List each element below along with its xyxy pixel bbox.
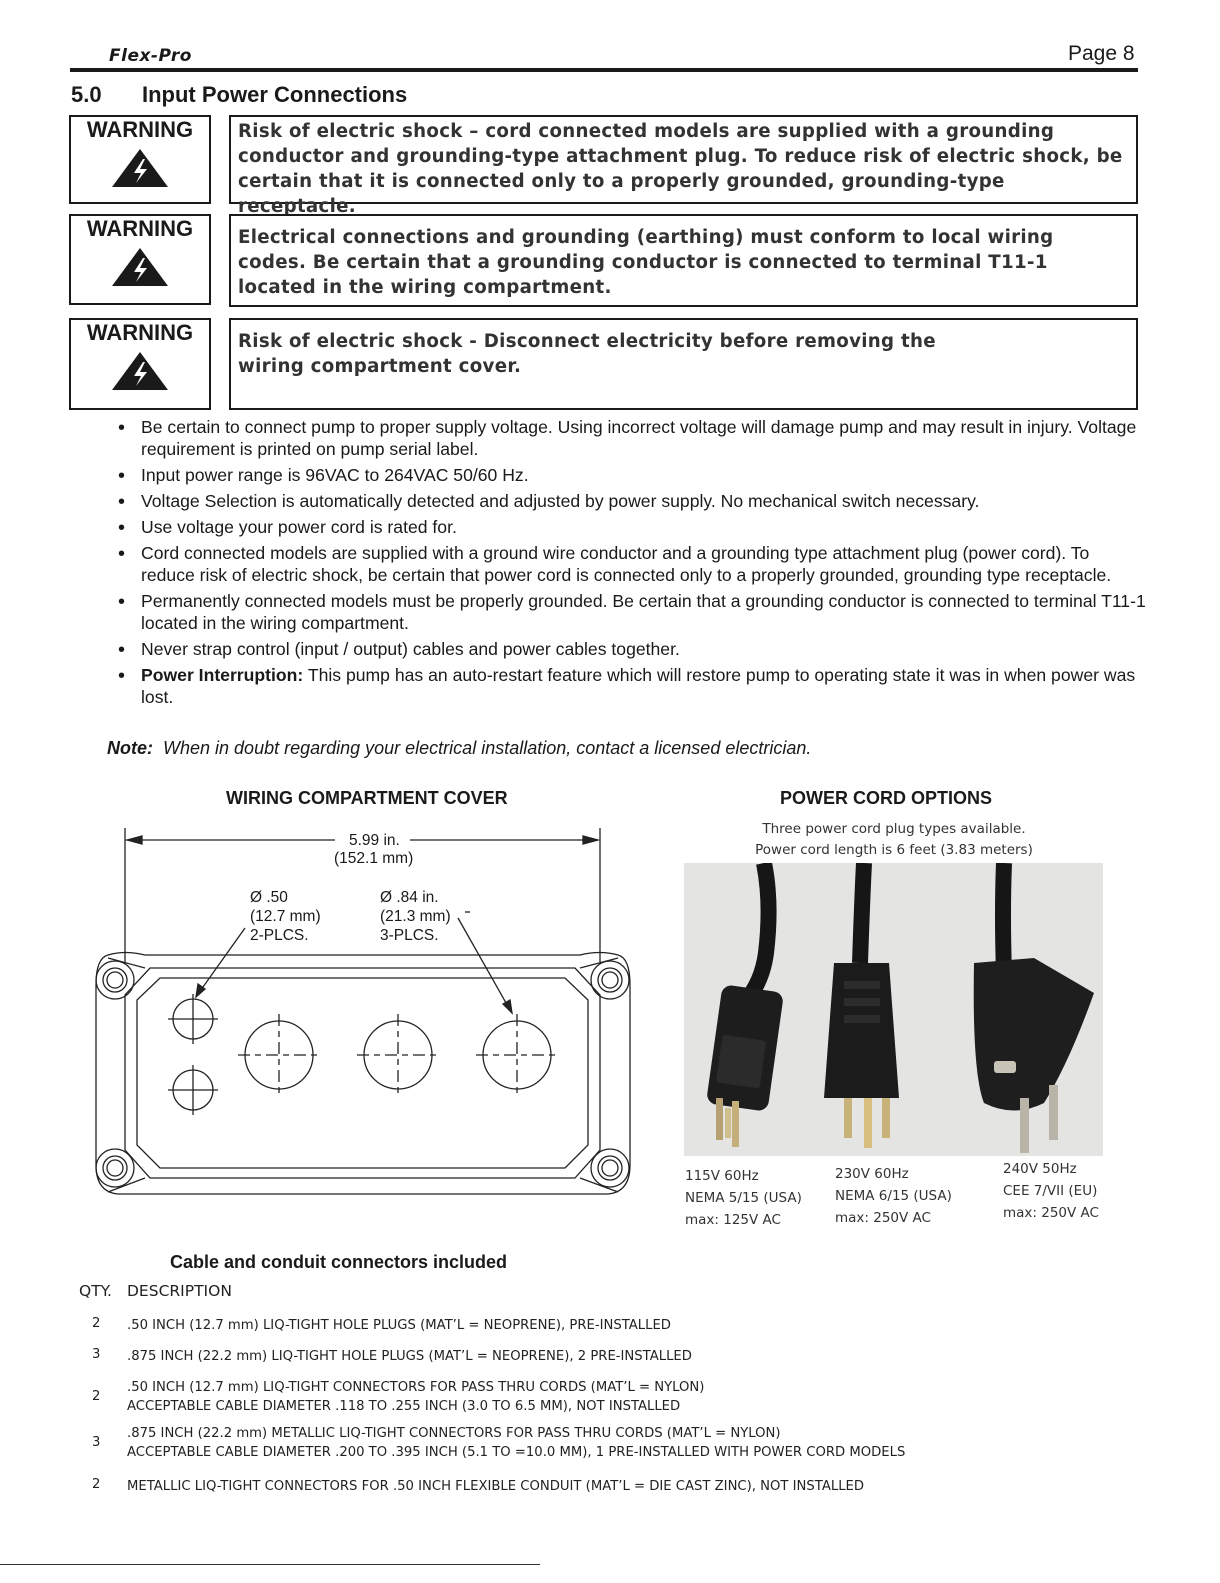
large-hole-mm: (21.3 mm) [380, 908, 451, 925]
plug-max: max: 125V AC [685, 1212, 781, 1228]
list-item-bold: Power Interruption: [141, 665, 304, 685]
row-qty: 3 [92, 1435, 101, 1450]
warning-label: WARNING [86, 320, 194, 345]
power-cord-title: POWER CORD OPTIONS [780, 788, 993, 808]
list-item: • Be certain to connect pump to proper supply voltage. Using incorrect voltage will damage pump and may result in injury. Voltage requirement is printed on pump serial label. [107, 416, 1147, 460]
large-hole-qty: 3-PLCS. [380, 927, 439, 944]
power-cord-photo [684, 863, 1103, 1156]
row-desc-line: .50 INCH (12.7 mm) LIQ-TIGHT CONNECTORS FOR PASS THRU CORDS (MAT’L = NYLON) [127, 1380, 705, 1395]
small-hole-callout [250, 888, 321, 945]
page-number: Page 8 [1068, 42, 1135, 65]
large-hole-callout [380, 888, 451, 945]
plug-illustration [684, 863, 1103, 1156]
power-cord-line-2: Power cord length is 6 feet (3.83 meters) [755, 842, 1033, 858]
row-desc-line: .875 INCH (22.2 mm) LIQ-TIGHT HOLE PLUGS (MAT’L = NEOPRENE), 2 PRE-INSTALLED [127, 1349, 692, 1364]
row-desc [127, 1316, 671, 1335]
power-cord-info [684, 819, 1104, 861]
row-desc [127, 1477, 864, 1496]
power-cord-line-1: Three power cord plug types available. [762, 821, 1026, 837]
plug-voltage: 240V 50Hz [1003, 1161, 1077, 1177]
plug-spec-2 [835, 1163, 952, 1229]
plug-cee-7-vii [974, 958, 1094, 1111]
row-qty: 2 [92, 1477, 101, 1492]
row-qty: 2 [92, 1389, 101, 1404]
list-item: • Input power range is 96VAC to 264VAC 50/60 Hz. [107, 464, 1147, 486]
plug-spec-3 [1003, 1158, 1099, 1224]
cover-diagram [0, 0, 660, 1210]
row-desc-line: METALLIC LIQ-TIGHT CONNECTORS FOR .50 INCH FLEXIBLE CONDUIT (MAT’L = DIE CAST ZINC), NOT INSTALLED [127, 1479, 865, 1494]
plug-type: CEE 7/VII (EU) [1003, 1183, 1098, 1199]
warning-text-3: Risk of electric shock - Disconnect electricity before removing the wiring compartment cover. [229, 318, 1138, 410]
list-item: • Permanently connected models must be properly grounded. Be certain that a grounding conductor is connected to terminal T11-1 located in the wiring compartment. [107, 590, 1147, 634]
wiring-cover-title: WIRING COMPARTMENT COVER [226, 788, 508, 808]
plug-spec-1 [685, 1165, 802, 1231]
row-desc [127, 1347, 692, 1366]
warning-text-2: Electrical connections and grounding (earthing) must conform to local wiring codes. Be certain that a grounding conductor is connected to terminal T11-1 located in the wiring compartment. [229, 214, 1138, 307]
width-mm: (152.1 mm) [334, 850, 414, 867]
warning-text-1: Risk of electric shock – cord connected models are supplied with a grounding conductor and grounding-type attachment plug. To reduce risk of electric shock, be certain that it is connected only to a properly grounded, grounding-type receptacle. [229, 115, 1138, 204]
list-item: • Never strap control (input / output) cables and power cables together. [107, 638, 1147, 660]
connectors-title: Cable and conduit connectors included [170, 1252, 508, 1272]
row-desc [127, 1424, 905, 1462]
list-item: • Cord connected models are supplied with a ground wire conductor and a grounding type attachment plug (power cord). To reduce risk of electric shock, be certain that power cord is connected only to a properly grounded, grounding type receptacle. [107, 542, 1147, 586]
footer-rule [0, 1564, 540, 1565]
warning-label: WARNING [86, 216, 194, 241]
list-item: • Voltage Selection is automatically detected and adjusted by power supply. No mechanical switch necessary. [107, 490, 1147, 512]
section-title: Input Power Connections [142, 82, 408, 107]
row-qty: 2 [92, 1316, 101, 1331]
row-desc-line: ACCEPTABLE CABLE DIAMETER .118 TO .255 INCH (3.0 TO 6.5 MM), NOT INSTALLED [127, 1399, 681, 1414]
small-hole-dia: Ø .50 [250, 889, 288, 906]
row-qty: 3 [92, 1347, 101, 1362]
note-label: Note: [107, 738, 153, 758]
large-hole-dia: Ø .84 in. [380, 889, 439, 906]
note-text: When in doubt regarding your electrical installation, contact a licensed electrician. [163, 738, 812, 758]
plug-max: max: 250V AC [1003, 1205, 1099, 1221]
warning-label: WARNING [86, 117, 194, 142]
list-item: • Use voltage your power cord is rated for. [107, 516, 1147, 538]
brand-logo: Flex-Pro [109, 46, 192, 66]
width-inches: 5.99 in. [349, 832, 400, 849]
section-number: 5.0 [71, 82, 102, 107]
plug-voltage: 230V 60Hz [835, 1166, 909, 1182]
small-hole-qty: 2-PLCS. [250, 927, 309, 944]
small-hole-mm: (12.7 mm) [250, 908, 321, 925]
list-item-text: This pump has an auto-restart feature which will restore pump to operating state it was in when power was lost. [141, 665, 1136, 707]
plug-voltage: 115V 60Hz [685, 1168, 759, 1184]
row-desc [127, 1378, 704, 1416]
wiring-cover-drawing [0, 0, 660, 1210]
row-desc-line: .875 INCH (22.2 mm) METALLIC LIQ-TIGHT CONNECTORS FOR PASS THRU CORDS (MAT’L = NYLON) [127, 1426, 781, 1441]
plug-type: NEMA 6/15 (USA) [835, 1188, 952, 1204]
qty-header: QTY. [79, 1282, 112, 1300]
plug-type: NEMA 5/15 (USA) [685, 1190, 802, 1206]
row-desc-line: .50 INCH (12.7 mm) LIQ-TIGHT HOLE PLUGS (MAT’L = NEOPRENE), PRE-INSTALLED [127, 1318, 671, 1333]
desc-header: DESCRIPTION [127, 1282, 232, 1300]
row-desc-line: ACCEPTABLE CABLE DIAMETER .200 TO .395 INCH (5.1 TO =10.0 MM), 1 PRE-INSTALLED WITH POWER CORD MODELS [127, 1445, 906, 1460]
plug-max: max: 250V AC [835, 1210, 931, 1226]
